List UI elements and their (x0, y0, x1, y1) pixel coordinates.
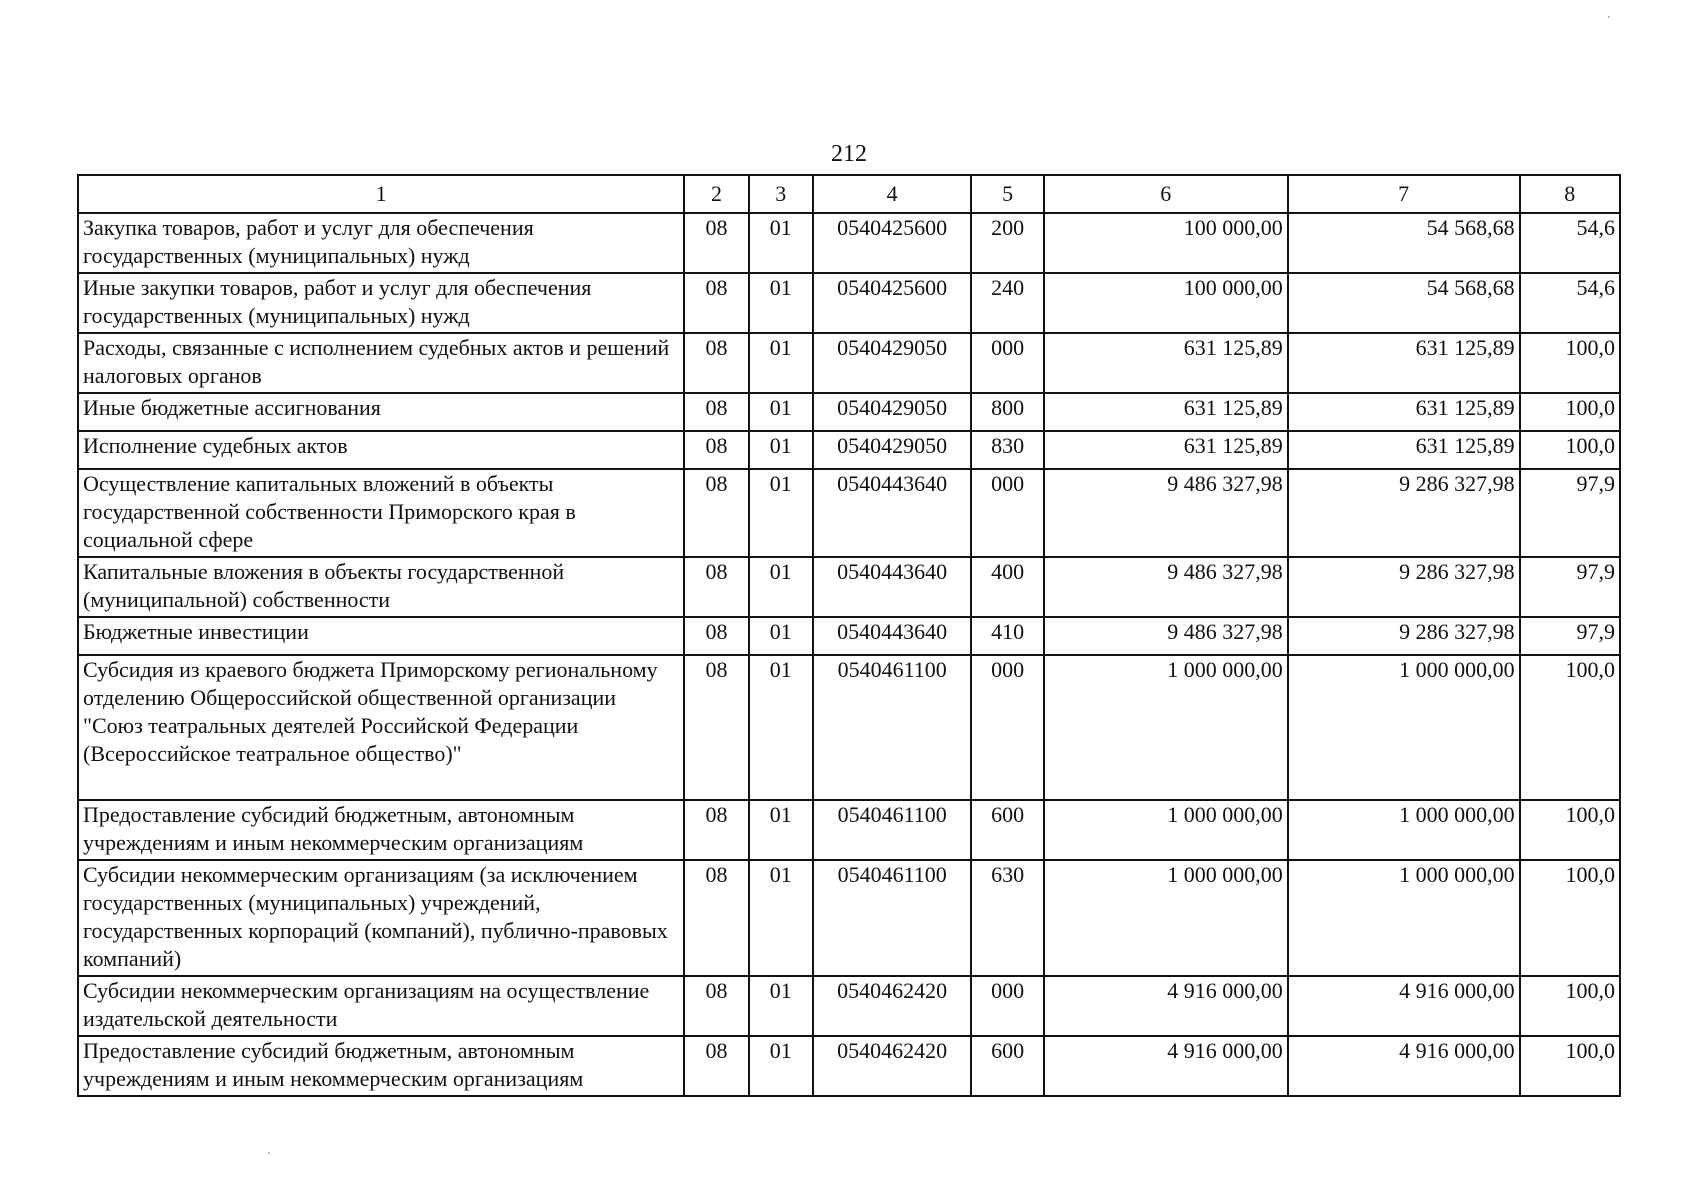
row-name-cell: Бюджетные инвестиции (78, 617, 684, 655)
row-planned-amount-cell: 9 486 327,98 (1044, 557, 1288, 617)
row-subsection-cell: 01 (749, 213, 813, 273)
column-header-2: 2 (684, 175, 748, 213)
row-percent-cell: 100,0 (1520, 860, 1620, 976)
row-expense-type-cell: 600 (971, 800, 1043, 860)
row-name-cell: Предоставление субсидий бюджетным, автономным учреждениям и иным некоммерческим организациям (78, 800, 684, 860)
row-percent-cell: 100,0 (1520, 976, 1620, 1036)
row-section-cell: 08 (684, 800, 748, 860)
row-name-cell: Исполнение судебных актов (78, 431, 684, 469)
row-planned-amount-cell: 100 000,00 (1044, 273, 1288, 333)
row-planned-amount-cell: 9 486 327,98 (1044, 469, 1288, 557)
row-executed-amount-cell: 9 286 327,98 (1288, 469, 1520, 557)
row-percent-cell: 100,0 (1520, 1036, 1620, 1096)
row-percent-cell: 100,0 (1520, 393, 1620, 431)
row-target-article-cell: 0540429050 (813, 393, 972, 431)
column-header-3: 3 (749, 175, 813, 213)
row-expense-type-cell: 000 (971, 469, 1043, 557)
row-section-cell: 08 (684, 333, 748, 393)
row-target-article-cell: 0540425600 (813, 273, 972, 333)
table-body (78, 213, 1620, 1096)
row-percent-cell: 97,9 (1520, 617, 1620, 655)
row-percent-cell: 97,9 (1520, 557, 1620, 617)
table-row (78, 800, 1620, 860)
row-percent-cell: 54,6 (1520, 273, 1620, 333)
table-row (78, 273, 1620, 333)
row-section-cell: 08 (684, 393, 748, 431)
table-row (78, 431, 1620, 469)
row-executed-amount-cell: 54 568,68 (1288, 273, 1520, 333)
row-target-article-cell: 0540443640 (813, 617, 972, 655)
header-row (78, 175, 1620, 213)
row-target-article-cell: 0540443640 (813, 557, 972, 617)
row-expense-type-cell: 200 (971, 213, 1043, 273)
row-planned-amount-cell: 1 000 000,00 (1044, 860, 1288, 976)
column-header-5: 5 (971, 175, 1043, 213)
row-name-cell: Закупка товаров, работ и услуг для обеспечения государственных (муниципальных) нужд (78, 213, 684, 273)
row-executed-amount-cell: 631 125,89 (1288, 431, 1520, 469)
row-section-cell: 08 (684, 431, 748, 469)
row-name-cell: Капитальные вложения в объекты государственной (муниципальной) собственности (78, 557, 684, 617)
row-section-cell: 08 (684, 617, 748, 655)
row-subsection-cell: 01 (749, 800, 813, 860)
row-expense-type-cell: 400 (971, 557, 1043, 617)
row-name-cell: Осуществление капитальных вложений в объекты государственной собственности Приморского края в социальной сфере (78, 469, 684, 557)
row-target-article-cell: 0540462420 (813, 1036, 972, 1096)
row-planned-amount-cell: 631 125,89 (1044, 333, 1288, 393)
table-row (78, 557, 1620, 617)
row-executed-amount-cell: 1 000 000,00 (1288, 655, 1520, 800)
row-planned-amount-cell: 631 125,89 (1044, 431, 1288, 469)
row-name-cell: Субсидии некоммерческим организациям на осуществление издательской деятельности (78, 976, 684, 1036)
row-section-cell: 08 (684, 860, 748, 976)
row-target-article-cell: 0540443640 (813, 469, 972, 557)
table-row (78, 333, 1620, 393)
column-header-1: 1 (78, 175, 684, 213)
row-expense-type-cell: 630 (971, 860, 1043, 976)
row-section-cell: 08 (684, 557, 748, 617)
row-executed-amount-cell: 4 916 000,00 (1288, 976, 1520, 1036)
row-target-article-cell: 0540429050 (813, 431, 972, 469)
row-executed-amount-cell: 9 286 327,98 (1288, 617, 1520, 655)
row-name-cell: Субсидии некоммерческим организациям (за исключением государственных (муниципальных) учреждений, государственных корпораций (компаний), публично-правовых компаний) (78, 860, 684, 976)
row-expense-type-cell: 000 (971, 976, 1043, 1036)
row-percent-cell: 54,6 (1520, 213, 1620, 273)
column-header-4: 4 (813, 175, 972, 213)
row-subsection-cell: 01 (749, 431, 813, 469)
row-section-cell: 08 (684, 655, 748, 800)
row-percent-cell: 100,0 (1520, 655, 1620, 800)
row-expense-type-cell: 240 (971, 273, 1043, 333)
row-subsection-cell: 01 (749, 1036, 813, 1096)
row-expense-type-cell: 600 (971, 1036, 1043, 1096)
row-planned-amount-cell: 4 916 000,00 (1044, 976, 1288, 1036)
budget-table (77, 174, 1621, 1097)
row-subsection-cell: 01 (749, 557, 813, 617)
row-percent-cell: 97,9 (1520, 469, 1620, 557)
row-executed-amount-cell: 1 000 000,00 (1288, 860, 1520, 976)
row-subsection-cell: 01 (749, 617, 813, 655)
table-row (78, 860, 1620, 976)
column-header-7: 7 (1288, 175, 1520, 213)
column-header-8: 8 (1520, 175, 1620, 213)
row-name-cell: Иные закупки товаров, работ и услуг для обеспечения государственных (муниципальных) нужд (78, 273, 684, 333)
row-executed-amount-cell: 631 125,89 (1288, 393, 1520, 431)
row-subsection-cell: 01 (749, 469, 813, 557)
row-planned-amount-cell: 4 916 000,00 (1044, 1036, 1288, 1096)
row-name-cell: Иные бюджетные ассигнования (78, 393, 684, 431)
table-row (78, 393, 1620, 431)
row-executed-amount-cell: 4 916 000,00 (1288, 1036, 1520, 1096)
row-name-cell: Расходы, связанные с исполнением судебных актов и решений налоговых органов (78, 333, 684, 393)
row-expense-type-cell: 830 (971, 431, 1043, 469)
row-expense-type-cell: 000 (971, 333, 1043, 393)
row-target-article-cell: 0540462420 (813, 976, 972, 1036)
row-executed-amount-cell: 631 125,89 (1288, 333, 1520, 393)
row-executed-amount-cell: 9 286 327,98 (1288, 557, 1520, 617)
table-row (78, 617, 1620, 655)
row-section-cell: 08 (684, 213, 748, 273)
table-row (78, 469, 1620, 557)
row-percent-cell: 100,0 (1520, 800, 1620, 860)
page-number: 212 (831, 141, 867, 167)
row-name-cell: Субсидия из краевого бюджета Приморскому региональному отделению Общероссийской общественной организации "Союз театральных деятелей Российской Федерации (Всероссийское театральное общество)" (78, 655, 684, 800)
row-planned-amount-cell: 1 000 000,00 (1044, 655, 1288, 800)
row-section-cell: 08 (684, 273, 748, 333)
row-target-article-cell: 0540461100 (813, 860, 972, 976)
row-section-cell: 08 (684, 469, 748, 557)
row-expense-type-cell: 800 (971, 393, 1043, 431)
row-planned-amount-cell: 1 000 000,00 (1044, 800, 1288, 860)
row-target-article-cell: 0540461100 (813, 655, 972, 800)
table-row (78, 976, 1620, 1036)
row-target-article-cell: 0540429050 (813, 333, 972, 393)
scan-speck (1608, 16, 1610, 18)
row-planned-amount-cell: 631 125,89 (1044, 393, 1288, 431)
row-percent-cell: 100,0 (1520, 333, 1620, 393)
row-expense-type-cell: 000 (971, 655, 1043, 800)
row-name-cell: Предоставление субсидий бюджетным, автономным учреждениям и иным некоммерческим организациям (78, 1036, 684, 1096)
row-expense-type-cell: 410 (971, 617, 1043, 655)
row-subsection-cell: 01 (749, 393, 813, 431)
row-target-article-cell: 0540461100 (813, 800, 972, 860)
row-executed-amount-cell: 1 000 000,00 (1288, 800, 1520, 860)
table-row (78, 655, 1620, 800)
table-row (78, 1036, 1620, 1096)
row-subsection-cell: 01 (749, 860, 813, 976)
row-section-cell: 08 (684, 1036, 748, 1096)
scan-speck (268, 1152, 270, 1154)
table-row (78, 213, 1620, 273)
row-subsection-cell: 01 (749, 976, 813, 1036)
row-subsection-cell: 01 (749, 273, 813, 333)
row-planned-amount-cell: 100 000,00 (1044, 213, 1288, 273)
column-header-6: 6 (1044, 175, 1288, 213)
row-executed-amount-cell: 54 568,68 (1288, 213, 1520, 273)
row-section-cell: 08 (684, 976, 748, 1036)
row-percent-cell: 100,0 (1520, 431, 1620, 469)
row-subsection-cell: 01 (749, 655, 813, 800)
row-target-article-cell: 0540425600 (813, 213, 972, 273)
row-planned-amount-cell: 9 486 327,98 (1044, 617, 1288, 655)
row-subsection-cell: 01 (749, 333, 813, 393)
